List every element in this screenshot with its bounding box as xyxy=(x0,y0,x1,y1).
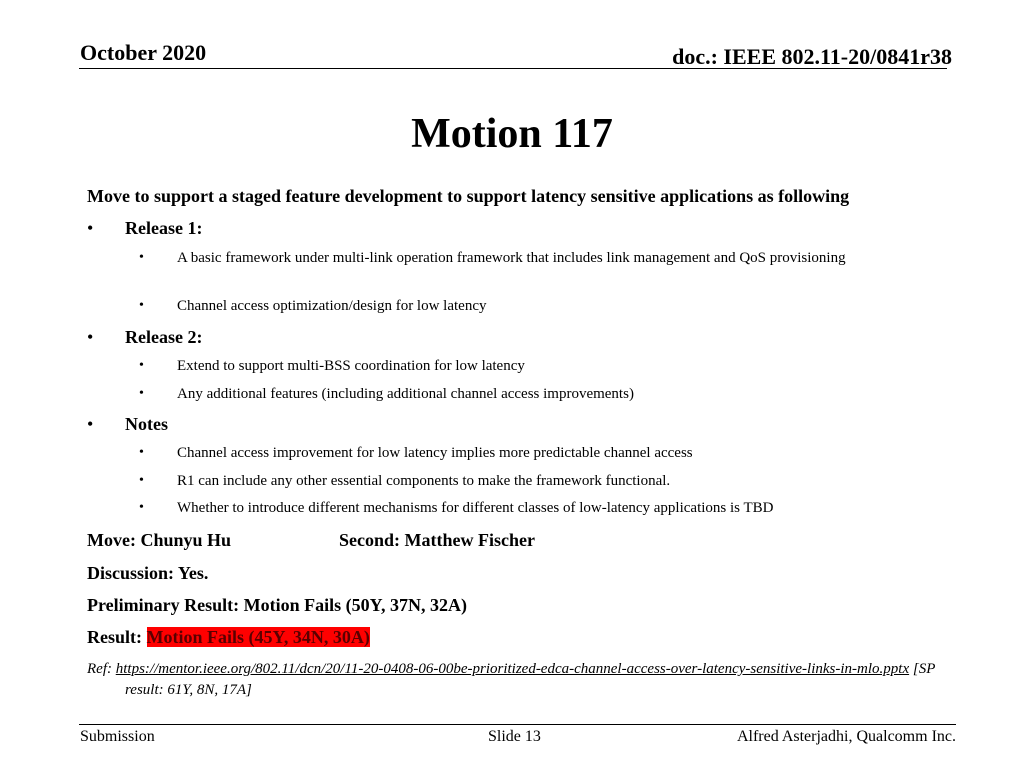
section-label-notes: Notes xyxy=(125,414,168,434)
list-item: Whether to introduce different mechanisms for different classes of low-latency applications is TBD xyxy=(177,500,774,516)
bullet-icon: • xyxy=(139,445,144,460)
list-item: Any additional features (including additional channel access improvements) xyxy=(177,386,634,402)
bullet-icon: • xyxy=(139,250,144,265)
seconder: Second: Matthew Fischer xyxy=(339,530,535,550)
footer-divider xyxy=(79,724,956,725)
slide-title: Motion 117 xyxy=(411,111,613,157)
section-label-release-2: Release 2: xyxy=(125,327,203,347)
footer-slide-number: Slide 13 xyxy=(488,728,541,745)
footer-author: Alfred Asterjadhi, Qualcomm Inc. xyxy=(736,728,956,745)
header-date: October 2020 xyxy=(80,40,207,65)
section-label-release-1: Release 1: xyxy=(125,218,203,238)
mover: Move: Chunyu Hu xyxy=(87,530,232,550)
result-line xyxy=(87,627,370,648)
list-item: R1 can include any other essential components to make the framework functional. xyxy=(177,473,671,489)
bullet-icon: • xyxy=(139,473,144,488)
reference-note xyxy=(87,659,965,701)
preliminary-result: Preliminary Result: Motion Fails (50Y, 37N, 32A) xyxy=(87,595,467,615)
list-item: A basic framework under multi-link operation framework that includes link management and QoS provisioning xyxy=(177,250,846,266)
motion-intro: Move to support a staged feature development to support latency sensitive applications as following xyxy=(87,186,850,206)
bullet-icon: • xyxy=(139,386,144,401)
list-item: Channel access improvement for low latency implies more predictable channel access xyxy=(177,445,693,461)
header-divider xyxy=(79,68,947,69)
bullet-icon: • xyxy=(139,500,144,515)
list-item: Extend to support multi-BSS coordination for low latency xyxy=(177,358,525,374)
bullet-icon: • xyxy=(139,358,144,373)
list-item: Channel access optimization/design for low latency xyxy=(177,298,487,314)
bullet-icon: • xyxy=(139,298,144,313)
header-doc-id: doc.: IEEE 802.11-20/0841r38 xyxy=(672,44,952,69)
result-value-highlight: Motion Fails (45Y, 34N, 30A) xyxy=(146,627,370,647)
reference-link[interactable]: https://mentor.ieee.org/802.11/dcn/20/11-20-0408-06-00be-prioritized-edca-channel-access-over-latency-sensitive-links-in-mlo.pptx xyxy=(115,661,910,677)
reference-prefix: Ref: xyxy=(87,661,116,677)
result-label: Result: xyxy=(87,627,142,647)
reference-suffix: [SP result: 61Y, 8N, 17A] xyxy=(125,661,936,698)
discussion: Discussion: Yes. xyxy=(87,563,209,583)
bullet-icon: • xyxy=(87,414,94,434)
footer-submission: Submission xyxy=(80,728,155,745)
bullet-icon: • xyxy=(87,218,94,238)
bullet-icon: • xyxy=(87,327,94,347)
